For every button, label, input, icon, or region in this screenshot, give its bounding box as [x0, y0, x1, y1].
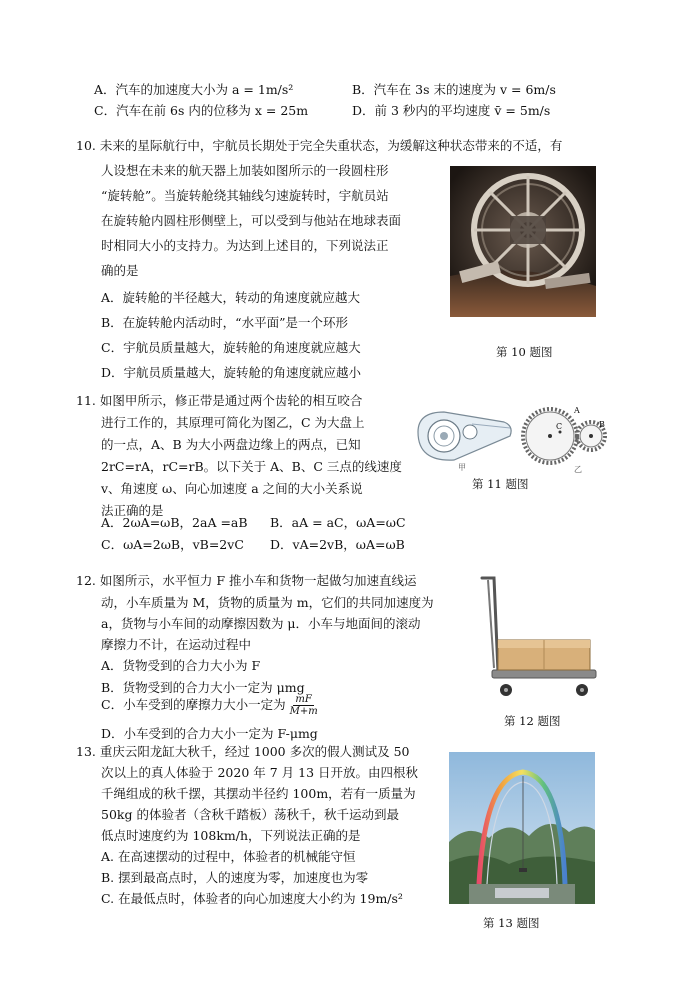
figure-jia-label: 甲: [458, 463, 466, 472]
q12-option-c-text: C．小车受到的摩擦力大小一定为: [101, 697, 286, 712]
q11-stem-line-1: 11. 如图甲所示，修正带是通过两个齿轮的相互咬合: [76, 393, 363, 408]
fraction-denominator: M+m: [289, 706, 318, 717]
q13-figure-caption: 第 13 题图: [483, 916, 540, 930]
q11-stem-line-6: 法正确的是: [101, 503, 164, 518]
q9-option-b: B．汽车在 3s 末的速度为 v = 6m/s: [352, 82, 556, 97]
q13-stem-line-4: 50kg 的体验者（含秋千踏板）荡秋千，秋千运动到最: [101, 807, 399, 822]
q12-option-a: A．货物受到的合力大小为 F: [101, 658, 261, 673]
cart-with-box-figure: [474, 572, 602, 700]
q11-stem-line-2: 进行工作的，其原理可简化为图乙，C 为大盘上: [101, 415, 365, 430]
point-c-label: C: [556, 422, 563, 431]
q11-option-b: B．aA = aC，ωA=ωC: [270, 515, 406, 530]
q9-option-c: C．汽车在前 6s 内的位移为 x = 25m: [94, 103, 309, 118]
q12-stem-line-1: 12. 如图所示，水平恒力 F 推小车和货物一起做匀加速直线运: [76, 573, 417, 588]
q10-stem-line-5: 时相同大小的支持力。为达到上述目的，下列说法正: [101, 238, 389, 253]
q11-stem-line-3: 的一点，A、B 为大小两盘边缘上的两点，已知: [101, 437, 361, 452]
q11-stem-line-4: 2rC=rA，rC=rB。以下关于 A、B、C 三点的线速度: [101, 459, 402, 474]
point-a-label: A: [574, 406, 580, 415]
q12-option-d: D．小车受到的合力大小一定为 F-μmg: [101, 726, 318, 741]
q13-stem-line-3: 千绳组成的秋千摆，其摆动半径约 100m，若有一质量为: [101, 786, 416, 801]
point-b-label: B: [599, 420, 605, 429]
q11-option-d: D．vA=2vB，ωA=ωB: [270, 537, 405, 552]
q11-option-c: C．ωA=2ωB，vB=2vC: [101, 537, 244, 552]
q12-stem-line-3: a，货物与小车间的动摩擦因数为 μ．小车与地面间的滚动: [101, 616, 421, 631]
q11-figure-caption: 第 11 题图: [472, 477, 529, 491]
figure-yi-label: 乙: [574, 465, 582, 474]
q12-option-b: B．货物受到的合力大小一定为 μmg: [101, 680, 305, 695]
q12-option-c: [101, 693, 320, 717]
q11-stem-line-5: v、角速度 ω、向心加速度 a 之间的大小关系说: [101, 481, 363, 496]
q10-stem-line-6: 确的是: [101, 263, 139, 278]
giant-swing-photo: [449, 752, 595, 904]
q13-option-b: B. 摆到最高点时，人的速度为零，加速度也为零: [101, 870, 369, 885]
q10-figure-caption: 第 10 题图: [496, 345, 553, 359]
q11-option-a: A．2ωA=ωB，2aA =aB: [101, 515, 248, 530]
q10-stem-line-3: “旋转舱”。当旋转舱绕其轴线匀速旋转时，宇航员站: [101, 188, 389, 203]
q12-stem-line-4: 摩擦力不计，在运动过程中: [101, 637, 252, 652]
q9-option-a: A．汽车的加速度大小为 a = 1m/s²: [94, 82, 294, 97]
q10-option-d: D．宇航员质量越大，旋转舱的角速度就应越小: [101, 365, 362, 380]
correction-tape-figure: [414, 402, 610, 474]
q10-stem-line-4: 在旋转舱内圆柱形侧壁上，可以受到与他站在地球表面: [101, 213, 402, 228]
q10-stem-line-1: 10. 未来的星际航行中，宇航员长期处于完全失重状态，为缓解这种状态带来的不适，有: [76, 138, 563, 153]
q13-stem-line-2: 次以上的真人体验于 2020 年 7 月 13 日开放。由四根秋: [101, 765, 419, 780]
q10-option-a: A．旋转舱的半径越大，转动的角速度就应越大: [101, 290, 361, 305]
q10-option-b: B．在旋转舱内活动时，“水平面”是一个环形: [101, 315, 348, 330]
q13-stem-line-1: 13. 重庆云阳龙缸大秋千，经过 1000 多次的假人测试及 50: [76, 744, 410, 759]
rotating-cabin-photo: [450, 166, 596, 317]
q10-stem-line-2: 人设想在未来的航天器上加装如图所示的一段圆柱形: [101, 163, 389, 178]
fraction-numerator: mF: [295, 694, 312, 705]
q13-option-a: A. 在高速摆动的过程中，体验者的机械能守恒: [101, 849, 356, 864]
q12-figure-caption: 第 12 题图: [504, 714, 561, 728]
q12-stem-line-2: 动，小车质量为 M，货物的质量为 m，它们的共同加速度为: [101, 595, 434, 610]
q13-stem-line-5: 低点时速度约为 108km/h，下列说法正确的是: [101, 828, 361, 843]
q13-option-c: C. 在最低点时，体验者的向心加速度大小约为 19m/s²: [101, 891, 403, 906]
q9-option-d: D．前 3 秒内的平均速度 v̄ = 5m/s: [352, 103, 551, 118]
q10-option-c: C．宇航员质量越大，旋转舱的角速度就应越大: [101, 340, 361, 355]
fraction: [288, 694, 320, 717]
